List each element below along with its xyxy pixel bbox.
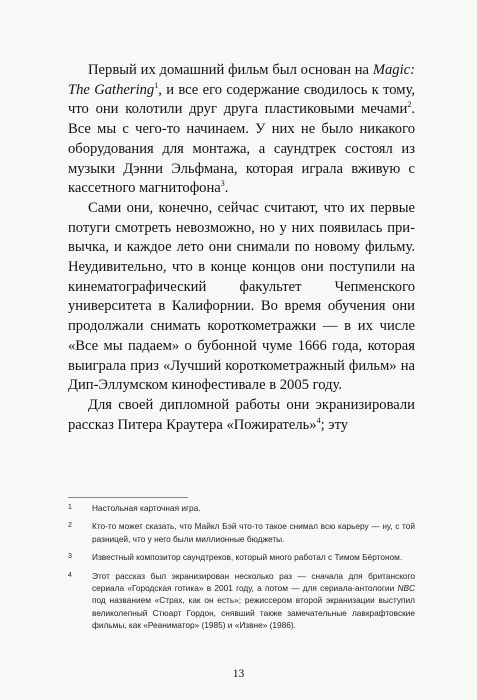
footnote-separator: [68, 497, 188, 498]
italic-text: Magic: The Gathering: [68, 62, 415, 98]
text-run: . Все мы с чего-то начинаем. У них не было никакого оборудования для монтажа, а саундтрек состоял из музыки Дэнни Эльфмана, которая играла вживую с кассетного магнитофона: [68, 101, 415, 197]
footnote: [68, 570, 415, 632]
footnote-text: [92, 570, 415, 632]
footnote-ref: 3: [220, 179, 225, 189]
text-run: Для своей дипломной работы они экранизировали рассказ Питера Краутера «Пожиратель»: [68, 396, 415, 433]
footnote: [68, 502, 415, 514]
text-run: под названием «Страх, как он есть»; режиссером второй экранизации выступил великолепный Стюарт Гордон, снявший также замечательные лавкрафтовские фильмы, как «Реаниматор» (1985) и «Извне» (1986).: [92, 595, 415, 631]
text-run: Настольная карточная игра.: [92, 503, 201, 513]
text-run: , и все его содержание сводилось к тому, что они колотили друг друга пластиковыми мечами: [68, 81, 415, 118]
footnote-ref: 2: [407, 100, 412, 110]
footnote-ref: 1: [154, 80, 159, 90]
footnote: [68, 520, 415, 545]
text-run: Этот рассказ был экранизирован несколько раз — сначала для британского сериала «Городская готика» в 2001 году, а потом — для сериала-антологии: [92, 570, 415, 594]
text-run: Сами они, конечно, сейчас считают, что их первые потуги смотреть невозможно, но у них появилась привычка, и каждое лето они снимали по новому фильму. Неудивительно, что в конце концов они поступили на кинематографический факультет Чепменского университета в Калифорнии. Во время обучения они продолжали снимать короткометражки — в их числе «Все мы падаем» о бубонной чуме 1666 года, которая выиграла приз «Лучший короткометражный фильм» на Дип-Эллумском кинофестивале в 2005 году.: [68, 199, 415, 394]
footnote-text: [92, 551, 415, 563]
text-run: Известный композитор саундтреков, который много работал с Тимом Бёртоном.: [92, 552, 403, 563]
paragraph: [68, 199, 415, 396]
footnote-text: [92, 520, 415, 545]
footnote-number: 1: [68, 504, 72, 511]
text-run: Первый их домашний фильм был основан на: [88, 62, 373, 78]
footnote-number: 3: [68, 553, 72, 561]
text-run: Кто-то может сказать, что Майкл Бэй что-то такое снимал всю карьеру — ну, с той разницей, что у него были миллионные бюджеты.: [92, 521, 415, 544]
paragraph: [68, 61, 415, 199]
footnote-ref: 4: [316, 415, 321, 425]
main-text: [68, 61, 415, 435]
text-run: .: [224, 180, 229, 197]
footnote-number: 2: [68, 522, 72, 530]
footnote-number: 4: [68, 571, 72, 579]
footnotes: [68, 502, 415, 638]
text-run: ; эту: [320, 416, 349, 433]
italic-text: NBC: [397, 583, 415, 594]
footnote-text: [92, 502, 415, 514]
page-number: 13: [232, 668, 245, 680]
footnote: [68, 551, 415, 563]
paragraph: [68, 396, 415, 435]
